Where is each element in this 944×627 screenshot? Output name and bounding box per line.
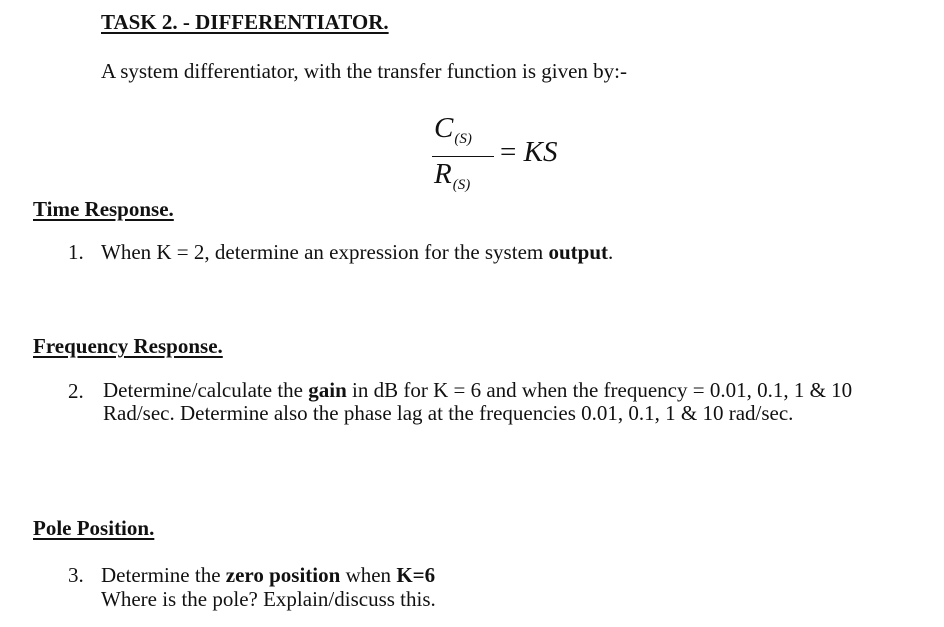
heading-pole-position: Pole Position. <box>33 516 155 540</box>
question-3-line-1 <box>101 563 436 587</box>
question-3-bold-zero-position: zero position <box>225 563 341 587</box>
question-3-part-a: Determine the <box>101 563 226 587</box>
question-1-text <box>101 240 613 265</box>
transfer-function-equation <box>430 106 600 201</box>
question-2-part-b: in dB for K = 6 and when the frequency = 0.01, 0.1, 1 & 10 Rad/sec. Determine also the phase lag at the frequencies 0.01, 0.1, 1 & 10 rad/sec. <box>103 378 853 425</box>
denominator <box>434 158 470 194</box>
question-2-bold-gain: gain <box>308 378 347 402</box>
rhs-expression: KS <box>523 136 558 168</box>
numerator-symbol: C <box>434 112 454 144</box>
question-1-part-a: When K = 2, determine an expression for the system <box>101 240 549 264</box>
fraction <box>430 106 498 201</box>
equation-rhs <box>500 136 557 169</box>
numerator <box>434 112 472 148</box>
heading-frequency-response: Frequency Response. <box>33 334 223 358</box>
denominator-symbol: R <box>434 158 452 190</box>
question-3-line-2: Where is the pole? Explain/discuss this. <box>101 587 436 611</box>
equals-sign: = <box>500 136 517 168</box>
question-2-part-a: Determine/calculate the <box>103 378 309 402</box>
question-3-part-b: when <box>340 563 397 587</box>
question-3-bold-k: K=6 <box>396 563 436 587</box>
question-2-text <box>103 379 903 425</box>
intro-text: A system differentiator, with the transfer function is given by:- <box>101 59 627 83</box>
numerator-subscript: (S) <box>454 131 472 147</box>
question-3-text <box>101 563 436 611</box>
question-3-number: 3. <box>68 563 84 587</box>
task-title: TASK 2. - DIFFERENTIATOR. <box>101 10 389 34</box>
question-1-bold-output: output <box>548 240 609 264</box>
heading-time-response: Time Response. <box>33 197 174 221</box>
question-2-number: 2. <box>68 379 84 403</box>
question-1-part-b: . <box>608 240 614 264</box>
denominator-subscript: (S) <box>452 177 471 193</box>
fraction-bar <box>432 156 494 157</box>
question-1-number: 1. <box>68 240 84 264</box>
